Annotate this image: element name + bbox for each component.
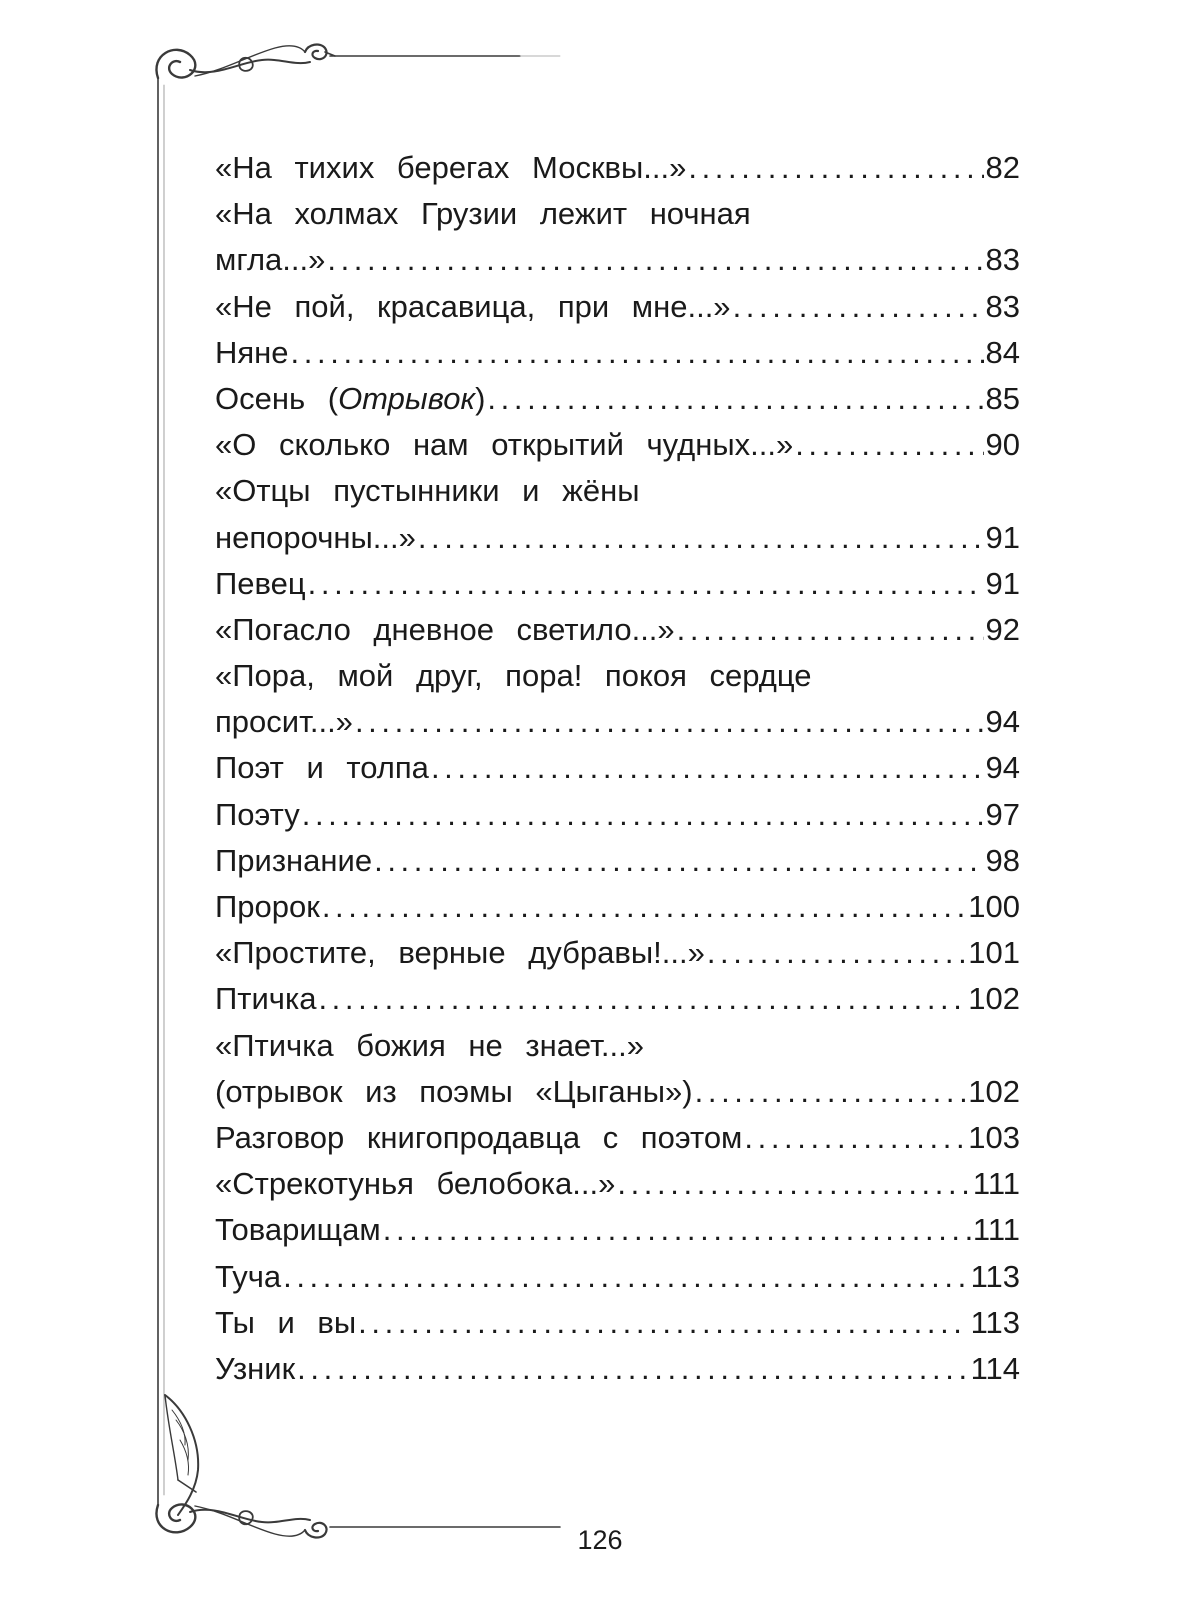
toc-entry[interactable] xyxy=(215,515,1020,561)
toc-entry-title: «О сколько нам открытий чудных...» xyxy=(215,427,794,463)
dot-leader xyxy=(355,699,984,745)
toc-entry[interactable] xyxy=(215,607,1020,653)
dot-leader xyxy=(308,561,984,607)
toc-entry-page: 98 xyxy=(985,842,1020,878)
dot-leader xyxy=(318,976,966,1022)
toc-entry-title: просит...» xyxy=(215,704,353,740)
toc-entry-title: мгла...» xyxy=(215,242,326,278)
table-of-contents xyxy=(215,145,1020,1392)
toc-entry[interactable] xyxy=(215,284,1020,330)
bottom-left-quill-ornament xyxy=(156,1395,560,1537)
toc-entry-title-line: «Отцы пустынники и жёны xyxy=(215,473,640,509)
toc-entry-page: 102 xyxy=(968,1073,1020,1109)
toc-entry-title: Туча xyxy=(215,1258,282,1294)
dot-leader xyxy=(695,1069,967,1115)
toc-entry-title: (отрывок из поэмы «Цыганы») xyxy=(215,1073,693,1109)
dot-leader xyxy=(431,745,984,791)
toc-entry-page: 83 xyxy=(985,288,1020,324)
toc-entry-title xyxy=(215,376,485,422)
toc-entry-page: 114 xyxy=(970,1350,1020,1386)
dot-leader xyxy=(322,884,966,930)
toc-entry-title: «Погасло дневное светило...» xyxy=(215,611,675,647)
toc-entry-title: Ты и вы xyxy=(215,1304,357,1340)
toc-entry-title: Пророк xyxy=(215,889,320,924)
toc-entry[interactable] xyxy=(215,930,1020,976)
toc-entry-page: 100 xyxy=(968,889,1020,924)
toc-entry[interactable] xyxy=(215,1254,1020,1300)
toc-entry-page: 113 xyxy=(970,1258,1020,1294)
title-italic-part: Отрывок xyxy=(338,380,476,416)
toc-entry[interactable] xyxy=(215,792,1020,838)
toc-entry[interactable] xyxy=(215,838,1020,884)
dot-leader xyxy=(297,1346,968,1392)
toc-entry-title: «Простите, верные дубравы!...» xyxy=(215,935,705,971)
toc-entry[interactable] xyxy=(215,976,1020,1022)
toc-entry-page: 90 xyxy=(985,427,1020,463)
toc-entry-title-line: «На холмах Грузии лежит ночная xyxy=(215,196,751,232)
toc-entry-page: 84 xyxy=(985,334,1020,370)
dot-leader xyxy=(283,1254,968,1300)
dot-leader xyxy=(617,1161,971,1207)
toc-entry-page: 91 xyxy=(985,565,1020,601)
dot-leader xyxy=(487,376,983,422)
toc-entry-title: «Не пой, красавица, при мне...» xyxy=(215,288,731,324)
dot-leader xyxy=(418,515,984,561)
toc-entry[interactable] xyxy=(215,1069,1020,1115)
toc-entry-title: «На тихих берегах Москвы...» xyxy=(215,150,687,185)
toc-entry[interactable] xyxy=(215,237,1020,283)
toc-entry-page: 92 xyxy=(985,611,1020,647)
dot-leader xyxy=(374,838,983,884)
toc-entry[interactable] xyxy=(215,1161,1020,1207)
toc-entry[interactable] xyxy=(215,884,1020,930)
toc-entry-page: 91 xyxy=(985,519,1020,555)
toc-entry-title: Няне xyxy=(215,334,289,370)
toc-entry[interactable] xyxy=(215,561,1020,607)
page-number: 126 xyxy=(577,1525,623,1555)
toc-entry-title-line: «Птичка божия не знает...» xyxy=(215,1027,644,1063)
toc-entry-page: 101 xyxy=(968,935,1020,971)
title-part: ) xyxy=(475,380,486,416)
toc-entry-page: 97 xyxy=(985,796,1020,832)
dot-leader xyxy=(358,1300,968,1346)
toc-entry-title: непорочны...» xyxy=(215,519,416,555)
toc-entry[interactable] xyxy=(215,1115,1020,1161)
dot-leader xyxy=(383,1207,971,1253)
dot-leader xyxy=(677,607,984,653)
toc-entry[interactable] xyxy=(215,145,1020,191)
dot-leader xyxy=(688,145,983,191)
toc-entry-title: Признание xyxy=(215,842,373,878)
toc-entry-title: «Стрекотунья белобока...» xyxy=(215,1166,616,1202)
toc-entry[interactable] xyxy=(215,1207,1020,1253)
toc-entry-page: 102 xyxy=(968,981,1020,1017)
toc-entry-page: 103 xyxy=(968,1119,1020,1155)
toc-entry-page: 111 xyxy=(972,1166,1020,1202)
toc-entry-page: 111 xyxy=(972,1212,1020,1248)
toc-entry-title: Певец xyxy=(215,565,306,601)
dot-leader xyxy=(733,284,984,330)
toc-entry[interactable] xyxy=(215,1346,1020,1392)
toc-entry-title: Птичка xyxy=(215,981,317,1017)
toc-entry[interactable] xyxy=(215,1300,1020,1346)
toc-entry[interactable] xyxy=(215,376,1020,422)
toc-entry[interactable] xyxy=(215,745,1020,791)
dot-leader xyxy=(795,422,983,468)
toc-entry-title-line: «Пора, мой друг, пора! покоя сердце xyxy=(215,658,812,694)
toc-entry[interactable] xyxy=(215,330,1020,376)
toc-entry-title: Поэт и толпа xyxy=(215,750,429,786)
toc-entry-title: Товарищам xyxy=(215,1212,381,1248)
toc-entry-title: Узник xyxy=(215,1350,296,1386)
dot-leader xyxy=(327,237,983,283)
dot-leader xyxy=(744,1115,966,1161)
toc-entry[interactable] xyxy=(215,699,1020,745)
top-left-scroll-ornament xyxy=(156,45,335,78)
toc-entry-page: 94 xyxy=(985,704,1020,740)
dot-leader xyxy=(302,792,984,838)
toc-entry-page: 94 xyxy=(985,750,1020,786)
toc-entry-page: 82 xyxy=(985,150,1020,185)
toc-entry-page: 83 xyxy=(985,242,1020,278)
toc-entry-page: 113 xyxy=(970,1304,1020,1340)
title-part: Осень ( xyxy=(215,380,339,416)
toc-entry[interactable] xyxy=(215,422,1020,468)
toc-entry-page: 85 xyxy=(985,380,1020,416)
dot-leader xyxy=(707,930,966,976)
toc-entry-title: Поэту xyxy=(215,796,300,832)
toc-entry-title: Разговор книгопродавца с поэтом xyxy=(215,1119,743,1155)
dot-leader xyxy=(291,330,984,376)
